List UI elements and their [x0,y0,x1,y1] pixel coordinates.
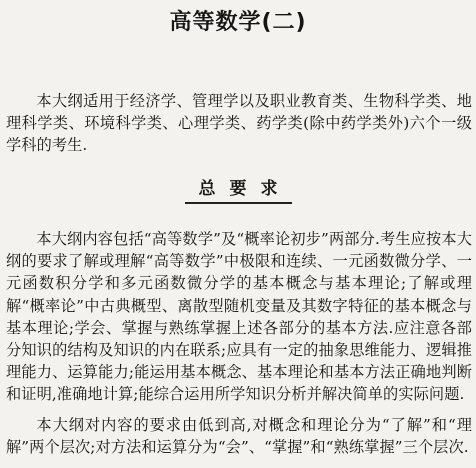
document-title: 高等数学(二) [169,10,307,35]
last-paragraph: 本大纲对内容的要求由低到高,对概念和理论分为“了解”和“理解”两个层次;对方法和运算分为“会”、“掌握”和“熟练掌握”三个层次. [6,416,472,457]
intro-paragraph: 本大纲适用于经济学、管理学以及职业教育类、生物科学类、地理科学类、环境科学类、心理学类、药学类(除中药学类外)六个一级学科的考生. [6,92,472,155]
section-heading [0,177,476,204]
body-paragraph: 本大纲内容包括“高等数学”及“概率论初步”两部分.考生应按本大纲的要求了解或理解“高等数学”中极限和连续、一元函数微分学、一元函数积分学和多元函数微分学的基本概念与基本理论;了解或理解“概率论”中古典概型、离散型随机变量及其数字特征的基本概念与基本理论;学会、掌握与熟练掌握上述各部分的基本方法.应注意各部分知识的结构及知识的内在联系;应具有一定的抽象思维能力、逻辑推理能力、运算能力;能运用基本概念、基本理论和基本方法正确地判断和证明,准确地计算;能综合运用所学知识分析并解决简单的实际问题. [6,230,472,404]
section-heading-text: 总要求 [185,177,292,204]
